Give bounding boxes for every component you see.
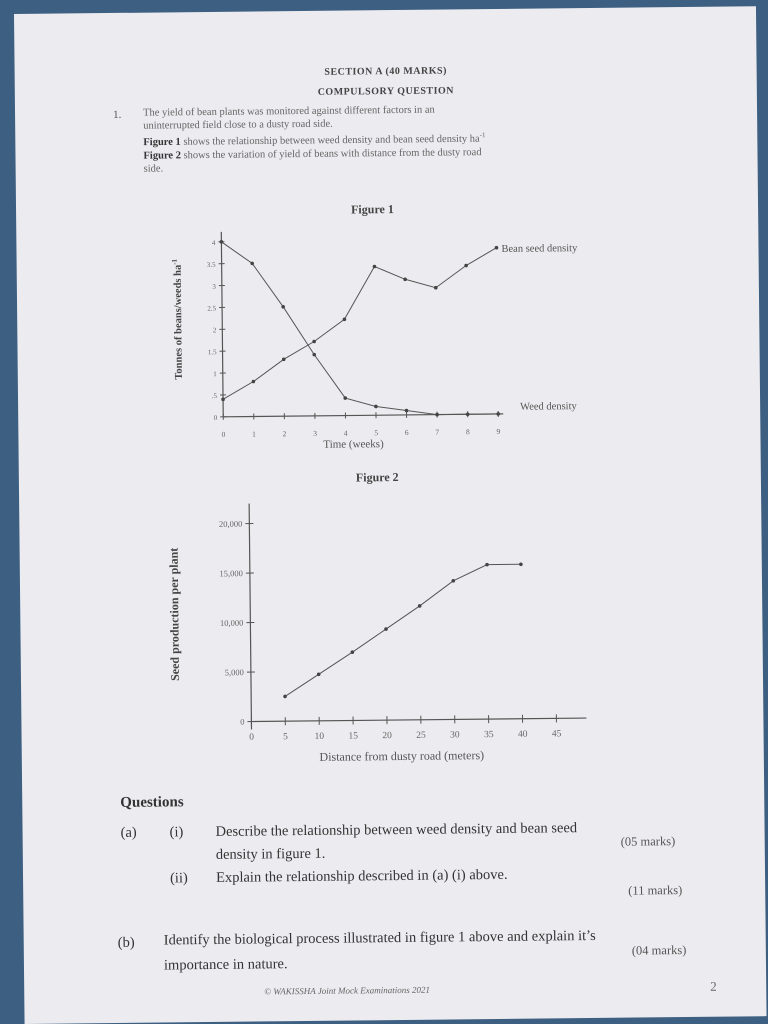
figure2-y-axis-label: Seed production per plant	[166, 547, 182, 682]
figure1-data-point	[374, 405, 378, 409]
figure1-y-tick-label: 2.5	[207, 304, 217, 313]
figure1-x-tick-label: 1	[252, 429, 256, 439]
question-intro	[143, 102, 634, 176]
intro-line-2: uninterrupted field close to a dusty road side.	[143, 118, 333, 132]
figure1-x-tick-label: 4	[343, 428, 348, 438]
question-a-i-line-1: Describe the relationship between weed density and bean seed	[215, 820, 578, 840]
figure1-data-point	[496, 412, 500, 416]
figure1-chart	[166, 213, 629, 463]
figure2-chart	[159, 480, 592, 776]
figure2-y-tick-label: 5,000	[224, 667, 244, 678]
section-heading: SECTION A (40 MARKS)	[324, 65, 447, 78]
fig2-ref: Figure 2	[143, 149, 181, 162]
figure1-x-tick-label: 5	[374, 428, 379, 438]
figure1-series-line	[221, 248, 498, 400]
figure1-y-tick-label: .5	[211, 392, 218, 401]
exam-page	[14, 6, 767, 1024]
figure2-title: Figure 2	[355, 469, 399, 485]
figure1-series-line	[221, 239, 498, 417]
figure2-y-tick-label: 15,000	[219, 568, 243, 579]
figure2-y-tick-label: 10,000	[219, 617, 244, 628]
question-b-line-1: Identify the biological process illustrated in figure 1 above and explain it’s	[163, 927, 596, 949]
figure1-y-tick-label: 3.5	[206, 260, 216, 269]
figure2-x-tick-label: 20	[382, 731, 392, 742]
figure1-y-tick-label: 1	[213, 370, 217, 379]
question-a-i-number: (i)	[169, 824, 184, 841]
intro-line-1: The yield of bean plants was monitored against different factors in an	[142, 104, 435, 119]
figure1-y-tick-label: 3	[212, 282, 216, 291]
figure2-x-tick-label: 10	[314, 731, 325, 742]
figure1-x-tick-label: 2	[282, 429, 287, 439]
figure1-x-tick-label: 8	[465, 427, 470, 437]
figure1-x-tick-label: 0	[221, 429, 226, 439]
question-a-ii-number: (ii)	[169, 870, 188, 887]
intro-line-5: side.	[143, 162, 164, 175]
figure2-x-tick-label: 5	[283, 732, 288, 743]
figure2-y-axis	[249, 504, 251, 730]
question-a-ii-marks: (11 marks)	[628, 883, 683, 898]
figure2-x-tick-label: 30	[450, 730, 460, 741]
fig1-sup: -1	[479, 131, 486, 140]
figure2-y-tick-label: 0	[240, 716, 245, 727]
page-number: 2	[710, 978, 717, 994]
figure2-x-tick-label: 40	[517, 729, 528, 740]
fig1-desc: shows the relationship between weed density and bean seed density ha	[180, 133, 480, 148]
question-a-ii-text: Explain the relationship described in (a) (i) above.	[215, 866, 508, 886]
figure2-data-point	[519, 562, 523, 566]
figure1-y-tick-label: 0	[213, 413, 218, 422]
figure2-x-tick-label: 45	[551, 729, 562, 740]
figure1-y-axis	[221, 232, 223, 417]
fig1-ref: Figure 1	[143, 136, 181, 149]
figure1-x-tick-label: 9	[496, 426, 501, 436]
figure1-x-tick-label: 6	[404, 427, 409, 437]
figure2-x-tick-label: 15	[348, 731, 359, 742]
figure1-data-point	[405, 409, 409, 413]
figure1-y-tick-label: 2	[212, 326, 217, 335]
figure2-y-tick-label: 20,000	[218, 518, 243, 529]
figure1-x-tick-label: 7	[435, 427, 440, 437]
figure1-title: Figure 1	[350, 202, 394, 217]
figure2-x-tick-label: 0	[249, 732, 255, 743]
question-number: 1.	[112, 108, 122, 121]
question-a-i-marks: (05 marks)	[620, 834, 676, 849]
question-a-i-line-2: density in figure 1.	[215, 845, 326, 863]
figure1-x-tick-label: 3	[313, 428, 317, 438]
series-label-weed-density: Weed density	[520, 401, 577, 413]
fig2-desc: shows the variation of yield of beans with distance from the dusty road	[180, 146, 482, 161]
figure1-y-tick-label: 1.5	[207, 348, 217, 357]
figure2-series-line	[284, 564, 523, 696]
compulsory-heading: COMPULSORY QUESTION	[317, 85, 455, 98]
question-b-marks: (04 marks)	[631, 943, 687, 958]
figure1-y-axis-label	[171, 258, 185, 379]
question-b-label: (b)	[117, 934, 135, 951]
footer: © WAKISSHA Joint Mock Examinations 2021	[264, 984, 431, 997]
figure2-x-axis	[251, 718, 586, 722]
figure1-data-point	[403, 277, 407, 281]
figure1-x-axis-label: Time (weeks)	[323, 438, 384, 451]
question-b-line-2: importance in nature.	[163, 956, 288, 974]
figure2-x-tick-label: 25	[416, 730, 426, 741]
figure1-y-axis-label-text: Tonnes of beans/weeds ha	[172, 264, 185, 380]
figure1-data-point	[435, 413, 439, 417]
question-a-label: (a)	[120, 824, 137, 841]
series-label-bean-seed-density: Bean seed density	[501, 243, 578, 255]
figure2-x-axis-label: Distance from dusty road (meters)	[319, 748, 485, 764]
questions-heading: Questions	[120, 794, 184, 811]
figure2-x-tick-label: 35	[483, 730, 494, 741]
figure1-data-point	[466, 412, 470, 416]
figure2-data-point	[485, 563, 489, 567]
figure1-y-axis-label-sup: -1	[170, 258, 179, 265]
figure1-y-tick-label: 4	[211, 238, 216, 247]
